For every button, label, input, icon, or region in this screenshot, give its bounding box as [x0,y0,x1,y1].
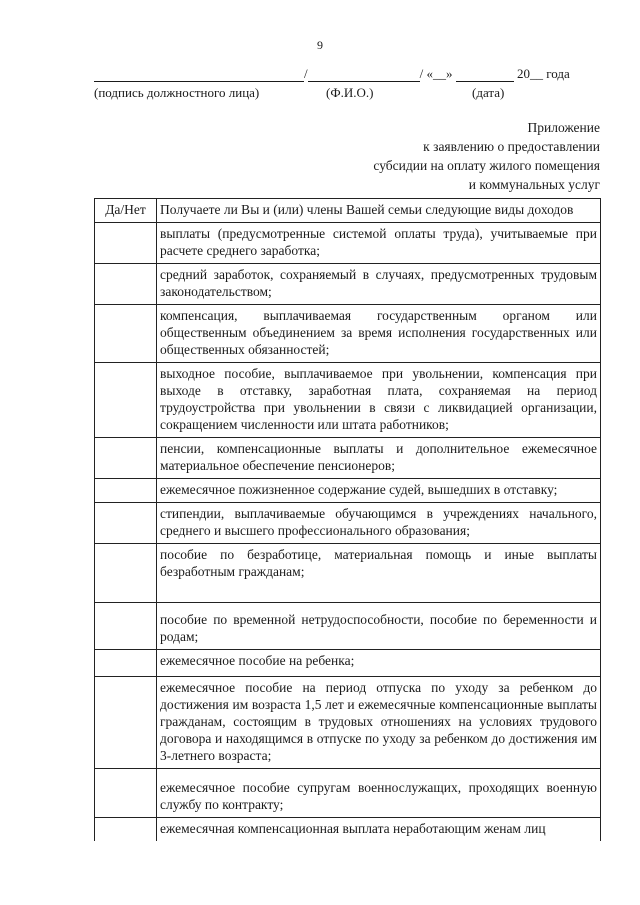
table-row [95,818,601,841]
table-row [95,650,601,677]
appendix-line: Приложение [527,120,600,135]
signature-blank [94,69,304,82]
table-row [95,479,601,503]
income-type: ежемесячная компенсационная выплата неработающим женам лиц [157,818,601,841]
table-row [95,438,601,479]
appendix-line: и коммунальных услуг [468,177,600,192]
table-row [95,544,601,603]
yes-no-cell[interactable] [95,603,157,649]
income-type: компенсация, выплачиваемая государственным органом или общественным объединением за время исполнения государственных или общественных обязанностей; [157,305,601,362]
income-type: ежемесячное пособие на ребенка; [157,650,601,676]
table-row [95,223,601,264]
table-row [95,603,601,650]
table-row [95,503,601,544]
yes-no-cell[interactable] [95,769,157,817]
income-type: выплаты (предусмотренные системой оплаты труда), учитываемые при расчете среднего заработка; [157,223,601,263]
caption-date: (дата) [472,85,505,100]
yes-no-cell[interactable] [95,650,157,676]
yes-no-cell[interactable] [95,438,157,478]
table-row [95,264,601,305]
table-row [95,305,601,363]
table-row [95,677,601,769]
yes-no-cell[interactable] [95,305,157,362]
page-number: 9 [317,38,323,52]
income-type: пенсии, компенсационные выплаты и дополнительное ежемесячное материальное обеспечение пенсионеров; [157,438,601,478]
caption-name: (Ф.И.О.) [326,85,374,100]
yes-no-header: Да/Нет [95,199,157,222]
caption-signature: (подпись должностного лица) [94,85,260,100]
income-table [94,198,601,841]
income-type: пособие по безработице, материальная помощь и иные выплаты безработным гражданам; [157,544,601,602]
yes-no-cell[interactable] [95,264,157,304]
signature-line: / / «__» 20__ года [94,66,614,82]
appendix-line: к заявлению о предоставлении [423,139,600,154]
question-header: Получаете ли Вы и (или) члены Вашей семьи следующие виды доходов [157,199,601,222]
income-type: пособие по временной нетрудоспособности, пособие по беременности и родам; [157,603,601,649]
yes-no-cell[interactable] [95,544,157,602]
income-type: ежемесячное пособие супругам военнослужащих, проходящих военную службу по контракту; [157,769,601,817]
income-type: ежемесячное пожизненное содержание судей, вышедших в отставку; [157,479,601,502]
income-type: выходное пособие, выплачиваемое при увольнении, компенсация при выходе в отставку, заработная плата, сохраняемая на период трудоустройства при увольнении в связи с ликвидацией организации, сокращением численности или штата работников; [157,363,601,437]
table-header-row [95,199,601,223]
name-blank [308,69,420,82]
yes-no-cell[interactable] [95,223,157,263]
yes-no-cell[interactable] [95,479,157,502]
year-label: 20__ года [517,66,570,81]
appendix-heading [270,118,600,194]
yes-no-cell[interactable] [95,677,157,768]
yes-no-cell[interactable] [95,818,157,841]
income-type: стипендии, выплачиваемые обучающимся в учреждениях начального, среднего и высшего профессионального образования; [157,503,601,543]
date-quote: / «__» [419,66,456,81]
table-row [95,363,601,438]
yes-no-cell[interactable] [95,503,157,543]
yes-no-cell[interactable] [95,363,157,437]
month-blank [456,69,514,82]
table-row [95,769,601,818]
appendix-line: субсидии на оплату жилого помещения [373,158,600,173]
income-type: ежемесячное пособие на период отпуска по уходу за ребенком до достижения им возраста 1,5 лет и ежемесячные компенсационные выплаты гражданам, состоящим в трудовых отношениях на условиях трудового договора и находящимся в отпуске по уходу за ребенком до достижения им 3-летнего возраста; [157,677,601,768]
income-type: средний заработок, сохраняемый в случаях, предусмотренных трудовым законодательством; [157,264,601,304]
